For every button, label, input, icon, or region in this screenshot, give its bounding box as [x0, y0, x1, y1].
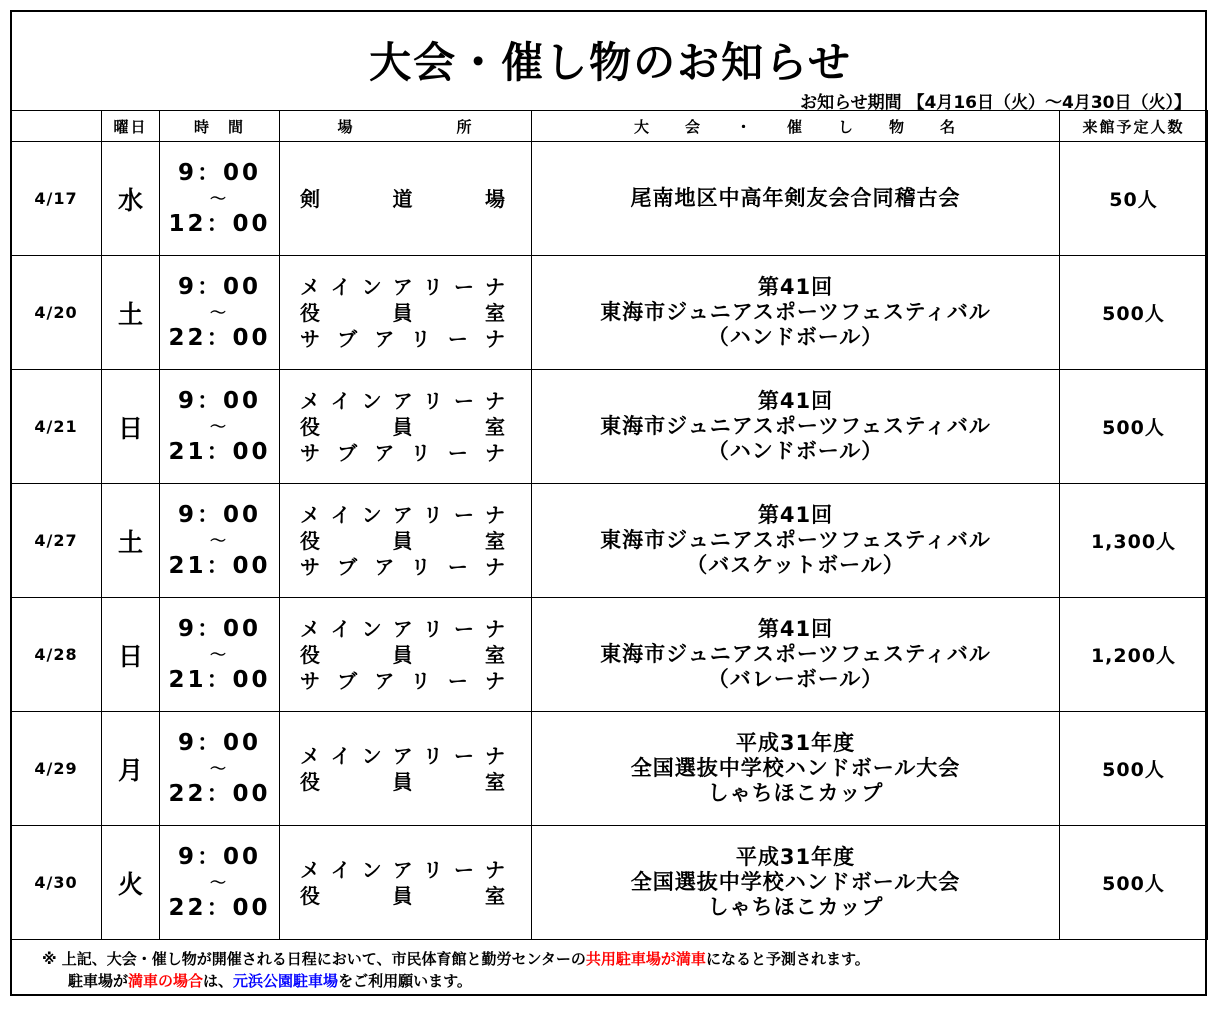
expected-count: 500人: [1102, 417, 1165, 439]
cell-event: [532, 256, 1060, 370]
start-time: 9：00: [177, 615, 261, 642]
note-warning-text: 共用駐車場が満車: [585, 950, 706, 968]
cell-day: [102, 484, 160, 598]
cell-time: [160, 826, 280, 940]
event-name-line: 全国選抜中学校ハンドボール大会: [630, 756, 961, 780]
event-name-line: 第41回: [757, 617, 834, 641]
table-row: [11, 256, 1208, 370]
place-name: サブアリーナ: [300, 554, 511, 579]
place-name: 役員室: [300, 769, 511, 794]
header-count: 来館予定人数: [1060, 111, 1208, 142]
cell-count: [1060, 712, 1208, 826]
end-time: 22：00: [168, 324, 271, 351]
cell-time: [160, 370, 280, 484]
place-name: メインアリーナ: [300, 857, 511, 882]
parking-note: [42, 948, 870, 992]
header-place: 場 所: [280, 111, 532, 142]
place-name: メインアリーナ: [300, 743, 511, 768]
cell-place: [280, 484, 532, 598]
place-name: サブアリーナ: [300, 326, 511, 351]
end-time: 22：00: [168, 894, 271, 921]
cell-count: [1060, 598, 1208, 712]
place-name: 役員室: [300, 883, 511, 908]
event-name-line: 東海市ジュニアスポーツフェスティバル: [600, 528, 991, 552]
cell-day: [102, 142, 160, 256]
day-text: 土: [117, 299, 143, 329]
date-text: 4/21: [34, 417, 78, 436]
end-time: 12：00: [168, 210, 271, 237]
cell-count: [1060, 256, 1208, 370]
place-name: サブアリーナ: [300, 440, 511, 465]
table-row: [11, 712, 1208, 826]
place-name: メインアリーナ: [300, 274, 511, 299]
cell-day: [102, 256, 160, 370]
time-separator: 〜: [209, 416, 229, 436]
cell-event: [532, 370, 1060, 484]
day-text: 日: [117, 641, 143, 671]
time-separator: 〜: [209, 644, 229, 664]
place-name: 役員室: [300, 528, 511, 553]
place-name: サブアリーナ: [300, 668, 511, 693]
cell-day: [102, 370, 160, 484]
cell-count: [1060, 370, 1208, 484]
note-line1: [42, 950, 870, 968]
cell-time: [160, 712, 280, 826]
cell-place: [280, 712, 532, 826]
cell-event: [532, 142, 1060, 256]
cell-day: [102, 598, 160, 712]
event-name-line: 平成31年度: [735, 845, 856, 869]
time-separator: 〜: [209, 872, 229, 892]
header-date: [11, 111, 102, 142]
cell-date: [11, 256, 102, 370]
expected-count: 1,200人: [1090, 645, 1177, 667]
cell-place: [280, 256, 532, 370]
start-time: 9：00: [177, 729, 261, 756]
date-text: 4/29: [34, 759, 78, 778]
expected-count: 1,300人: [1090, 531, 1177, 553]
schedule-rows: [11, 142, 1208, 940]
place-name: メインアリーナ: [300, 388, 511, 413]
cell-place: [280, 142, 532, 256]
event-name-line: 東海市ジュニアスポーツフェスティバル: [600, 300, 991, 324]
cell-place: [280, 826, 532, 940]
end-time: 21：00: [168, 552, 271, 579]
expected-count: 500人: [1102, 759, 1165, 781]
header-time: 時 間: [160, 111, 280, 142]
time-separator: 〜: [209, 758, 229, 778]
cell-date: [11, 826, 102, 940]
date-text: 4/30: [34, 873, 78, 892]
place-name: 役員室: [300, 642, 511, 667]
cell-event: [532, 712, 1060, 826]
start-time: 9：00: [177, 843, 261, 870]
event-name-line: 第41回: [757, 389, 834, 413]
date-text: 4/27: [34, 531, 78, 550]
note-line2: [42, 970, 870, 992]
place-name: メインアリーナ: [300, 502, 511, 527]
cell-count: [1060, 826, 1208, 940]
cell-event: [532, 826, 1060, 940]
place-name: 役員室: [300, 300, 511, 325]
cell-date: [11, 712, 102, 826]
table-row: [11, 142, 1208, 256]
table-row: [11, 370, 1208, 484]
day-text: 火: [117, 869, 143, 899]
cell-event: [532, 484, 1060, 598]
event-name-line: 第41回: [757, 275, 834, 299]
event-name-line: （バレーボール）: [707, 667, 884, 691]
cell-day: [102, 712, 160, 826]
time-separator: 〜: [209, 188, 229, 208]
event-name-line: 東海市ジュニアスポーツフェスティバル: [600, 642, 991, 666]
event-name-line: 尾南地区中高年剣友会合同稽古会: [630, 186, 961, 210]
start-time: 9：00: [177, 387, 261, 414]
day-text: 日: [117, 413, 143, 443]
end-time: 21：00: [168, 666, 271, 693]
day-text: 水: [117, 185, 143, 215]
cell-count: [1060, 142, 1208, 256]
header-day: 曜日: [102, 111, 160, 142]
note-text: をご利用願います。: [338, 972, 472, 990]
cell-time: [160, 256, 280, 370]
schedule-table: [10, 110, 1208, 940]
place-name: 剣道場: [300, 186, 511, 211]
event-name-line: 平成31年度: [735, 731, 856, 755]
cell-date: [11, 370, 102, 484]
expected-count: 500人: [1102, 873, 1165, 895]
end-time: 22：00: [168, 780, 271, 807]
note-warning-text: 満車の場合: [128, 972, 204, 990]
time-separator: 〜: [209, 530, 229, 550]
event-name-line: （ハンドボール）: [707, 439, 884, 463]
cell-time: [160, 142, 280, 256]
cell-time: [160, 484, 280, 598]
note-text: は、: [203, 972, 234, 990]
place-name: メインアリーナ: [300, 616, 511, 641]
event-name-line: （バスケットボール）: [686, 553, 905, 577]
cell-day: [102, 826, 160, 940]
event-name-line: （ハンドボール）: [707, 325, 884, 349]
date-text: 4/28: [34, 645, 78, 664]
note-text: になると予測されます。: [705, 950, 870, 968]
event-name-line: 全国選抜中学校ハンドボール大会: [630, 870, 961, 894]
cell-place: [280, 370, 532, 484]
cell-count: [1060, 484, 1208, 598]
cell-time: [160, 598, 280, 712]
expected-count: 500人: [1102, 303, 1165, 325]
date-text: 4/17: [34, 189, 78, 208]
place-name: 役員室: [300, 414, 511, 439]
notice-period: お知らせ期間 【4月16日（火）～4月30日（火）】: [800, 93, 1191, 113]
table-header-row: [11, 111, 1208, 142]
date-text: 4/20: [34, 303, 78, 322]
cell-event: [532, 598, 1060, 712]
header-event: 大 会 ・ 催 し 物 名: [532, 111, 1060, 142]
note-text: ※ 上記、大会・催し物が開催される日程において、市民体育館と勤労センターの: [42, 950, 586, 968]
start-time: 9：00: [177, 501, 261, 528]
end-time: 21：00: [168, 438, 271, 465]
start-time: 9：00: [177, 159, 261, 186]
table-row: [11, 484, 1208, 598]
start-time: 9：00: [177, 273, 261, 300]
event-name-line: 東海市ジュニアスポーツフェスティバル: [600, 414, 991, 438]
cell-date: [11, 142, 102, 256]
note-parking-name: 元浜公園駐車場: [233, 972, 339, 990]
table-row: [11, 598, 1208, 712]
cell-place: [280, 598, 532, 712]
day-text: 月: [117, 755, 143, 785]
time-separator: 〜: [209, 302, 229, 322]
event-name-line: しゃちほこカップ: [707, 781, 884, 805]
note-text: 駐車場が: [68, 972, 129, 990]
notice-frame: [10, 10, 1207, 996]
day-text: 土: [117, 527, 143, 557]
table-row: [11, 826, 1208, 940]
expected-count: 50人: [1109, 189, 1158, 211]
event-name-line: 第41回: [757, 503, 834, 527]
cell-date: [11, 598, 102, 712]
event-name-line: しゃちほこカップ: [707, 895, 884, 919]
cell-date: [11, 484, 102, 598]
page-title: 大会・催し物のお知らせ: [369, 38, 852, 87]
